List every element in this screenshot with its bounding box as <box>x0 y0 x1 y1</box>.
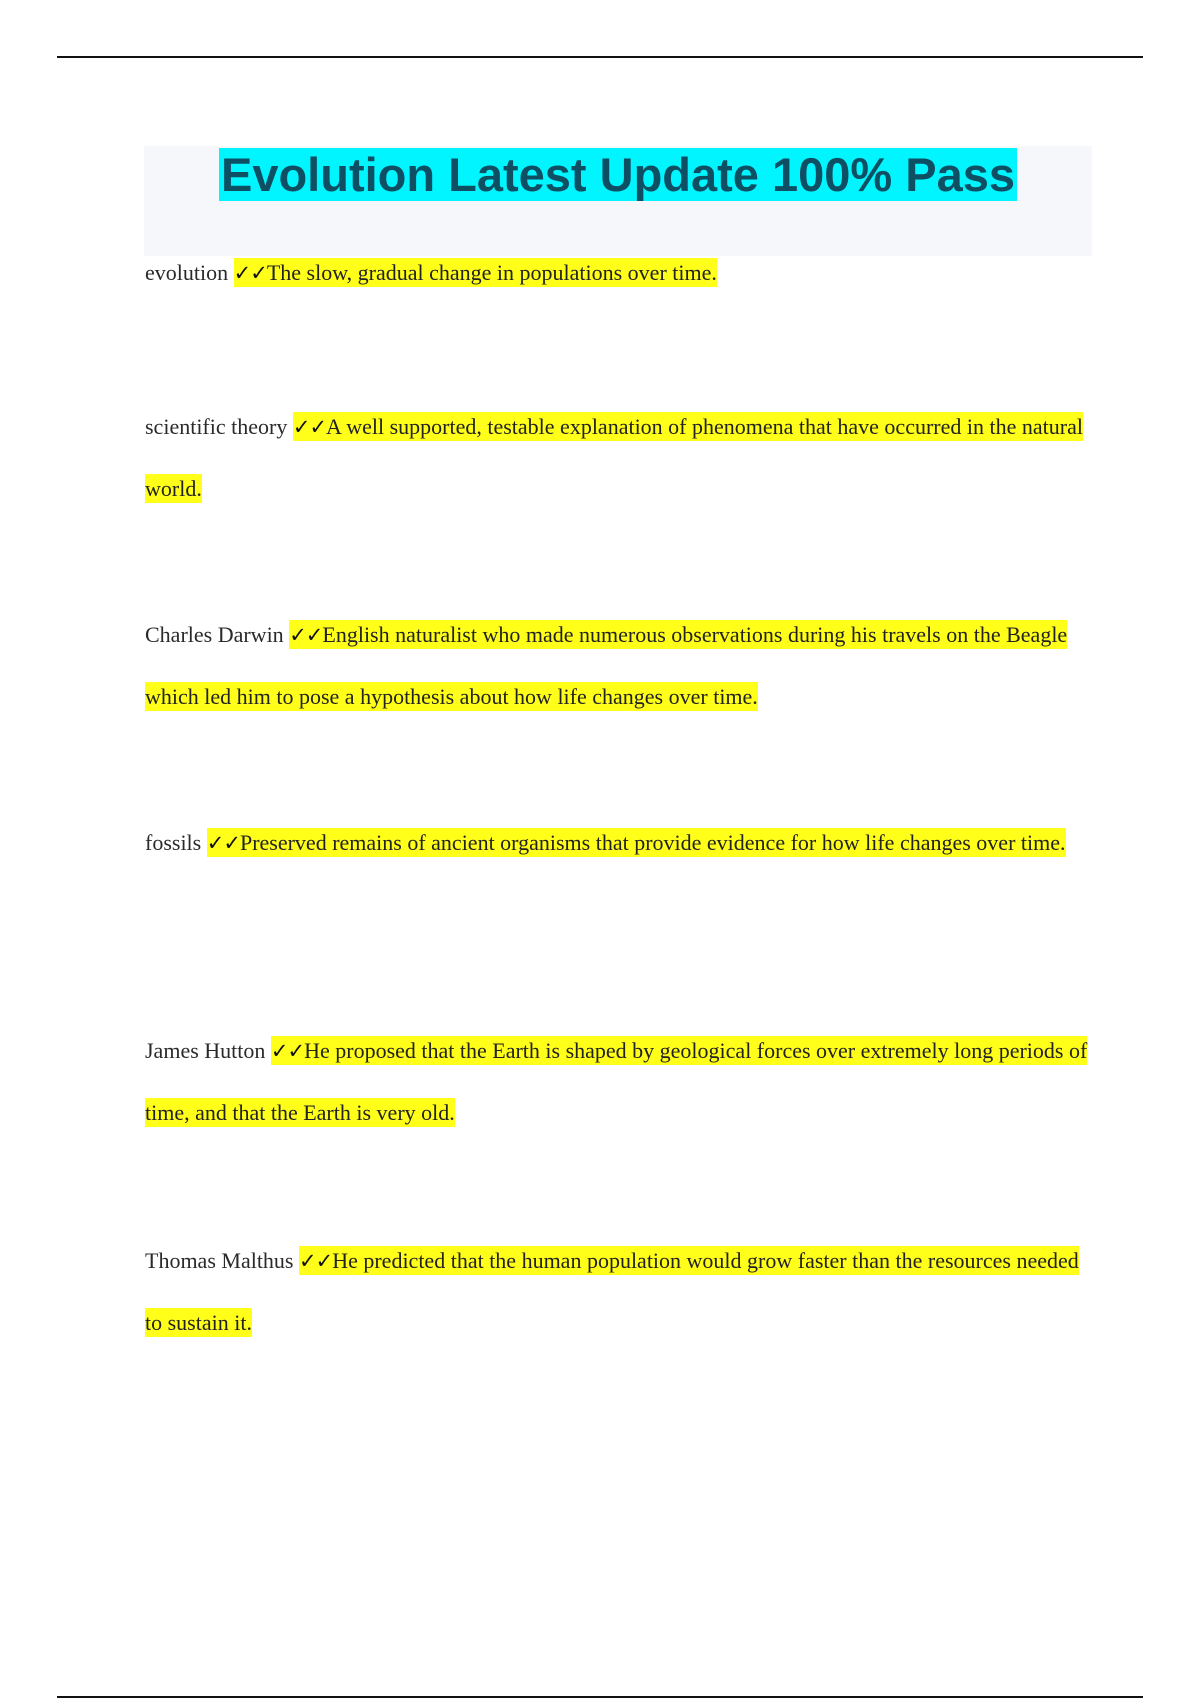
entry-fossils <box>145 812 1095 874</box>
entry-definition <box>145 1036 1087 1127</box>
entry-definition <box>145 620 1067 711</box>
entry-definition <box>234 258 717 287</box>
entry-evolution <box>145 242 1095 304</box>
entry-thomas-malthus <box>145 1230 1095 1353</box>
double-check-icon: ✓✓ <box>299 1249 333 1273</box>
entry-term: evolution <box>145 260 229 285</box>
entry-charles-darwin <box>145 604 1095 727</box>
entry-definition-text: A well supported, testable explanation of phenomena that have occurred in the natural world. <box>145 414 1083 501</box>
double-check-icon: ✓✓ <box>292 415 327 439</box>
entry-definition-text: The slow, gradual change in populations over time. <box>266 260 717 285</box>
document-title-text: Evolution Latest Update 100% Pass <box>220 148 1016 201</box>
top-rule <box>57 56 1143 58</box>
double-check-icon: ✓✓ <box>270 1039 305 1063</box>
entry-term: James Hutton <box>145 1038 266 1063</box>
entry-term: Thomas Malthus <box>145 1248 294 1273</box>
double-check-icon: ✓✓ <box>206 831 240 855</box>
title-band <box>144 146 1092 256</box>
document-title <box>144 146 1092 204</box>
bottom-rule <box>57 1696 1143 1698</box>
entry-scientific-theory <box>145 396 1095 519</box>
entry-james-hutton <box>145 1020 1095 1143</box>
entry-term: fossils <box>145 830 202 855</box>
entry-definition <box>207 828 1066 857</box>
entry-definition-text: Preserved remains of ancient organisms that provide evidence for how life changes over time. <box>239 830 1066 855</box>
entry-definition-text: He predicted that the human population would grow faster than the resources needed to sustain it. <box>145 1248 1079 1335</box>
entry-term: Charles Darwin <box>145 622 284 647</box>
entry-definition-text: English naturalist who made numerous observations during his travels on the Beagle which led him to pose a hypothesis about how life changes over time. <box>145 622 1068 709</box>
entry-term: scientific theory <box>145 414 288 439</box>
double-check-icon: ✓✓ <box>233 261 267 285</box>
entry-definition-text: He proposed that the Earth is shaped by geological forces over extremely long periods of time, and that the Earth is very old. <box>145 1038 1088 1125</box>
double-check-icon: ✓✓ <box>289 623 323 647</box>
